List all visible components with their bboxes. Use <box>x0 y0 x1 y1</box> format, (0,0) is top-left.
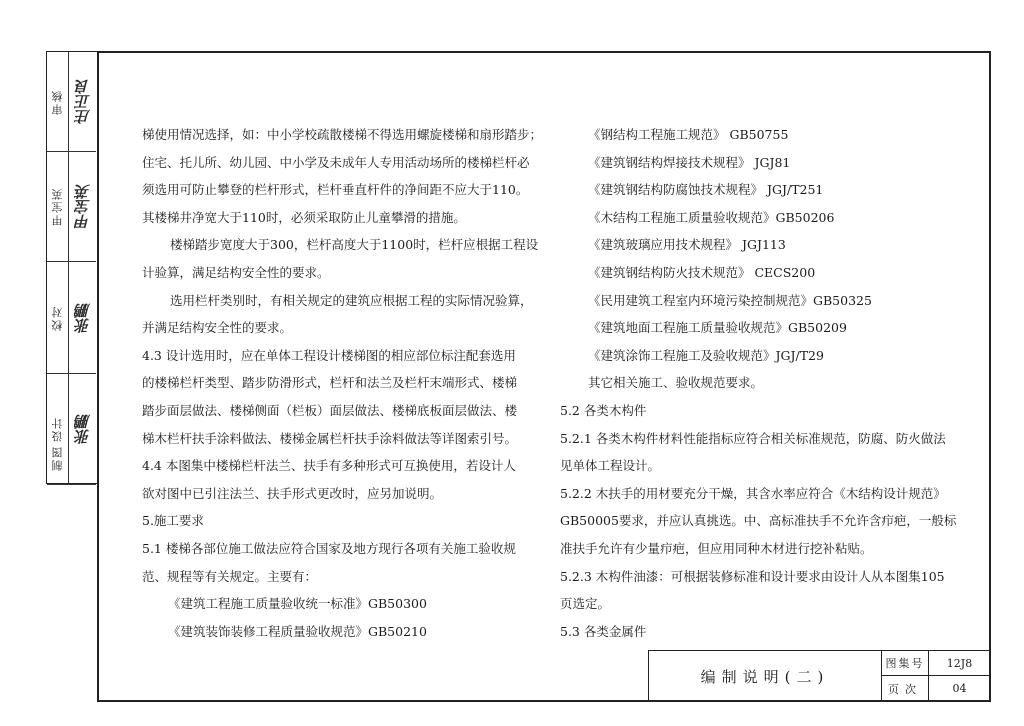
text-line: 踏步面层做法、楼梯侧面（栏板）面层做法、楼梯底板面层做法、楼 <box>142 402 518 418</box>
standard-ref: 《建筑钢结构防腐蚀技术规程》 JGJ/T251 <box>588 182 824 198</box>
text-line: 其楼梯井净宽大于110时，必须采取防止儿童攀滑的措施。 <box>142 209 466 225</box>
text-line: 欲对图中已引注法兰、扶手形式更改时，应另加说明。 <box>142 485 443 501</box>
sidebar-label: 校对 <box>50 304 64 331</box>
text-line: 其它相关施工、验收规范要求。 <box>588 375 764 391</box>
standard-ref: 《木结构工程施工质量验收规范》GB50206 <box>588 209 835 225</box>
standard-ref: 《建筑钢结构焊接技术规程》 JGJ81 <box>588 154 791 170</box>
text-line: 5.1 楼梯各部位施工做法应符合国家及地方现行各项有关施工验收规 <box>142 540 516 556</box>
text-line: 的楼梯栏杆类型、踏步防滑形式，栏杆和法兰及栏杆末端形式、楼梯 <box>142 375 518 391</box>
sidebar-label: 甲宝英 <box>50 187 64 226</box>
text-line: 准扶手允许有少量疖疤，但应用同种木材进行挖补粘贴。 <box>560 540 873 556</box>
right-column-text <box>560 121 980 645</box>
standard-ref: 《建筑工程施工质量验收统一标准》GB50300 <box>168 596 427 612</box>
section-heading: 5.3 各类金属件 <box>560 623 647 639</box>
title-block <box>648 650 991 702</box>
text-line: 5.2.3 木构件油漆：可根据装修标准和设计要求由设计人从本图集105 <box>560 568 945 584</box>
standard-ref: 《建筑涂饰工程施工及验收规范》JGJ/T29 <box>588 347 824 363</box>
text-line: 并满足结构安全性的要求。 <box>142 320 293 336</box>
sidebar-label: 制图 <box>50 445 64 471</box>
standard-ref: 《民用建筑工程室内环境污染控制规范》GB50325 <box>588 292 872 308</box>
section-heading: 5.施工要求 <box>142 513 204 529</box>
standard-ref: 《建筑地面工程施工质量验收规范》GB50209 <box>588 320 847 336</box>
text-line: 住宅、托儿所、幼儿园、中小学及未成年人专用活动场所的楼梯栏杆必 <box>142 154 530 170</box>
signature: 甲宝英 <box>74 184 92 229</box>
text-line: 4.3 设计选用时，应在单体工程设计楼梯图的相应部位标注配套选用 <box>142 347 516 363</box>
sidebar-row-2 <box>47 152 96 262</box>
text-line: 梯使用情况选择，如：中小学校疏散楼梯不得选用螺旋楼梯和扇形踏步； <box>142 127 543 142</box>
text-line: 页选定。 <box>560 596 611 612</box>
page-number-label: 页次 <box>882 676 929 701</box>
standard-ref: 《建筑装饰装修工程质量验收规范》GB50210 <box>168 623 427 639</box>
standard-ref: 《建筑玻璃应用技术规程》 JGJ113 <box>588 237 786 253</box>
sidebar-row-check <box>47 262 96 374</box>
text-line: 4.4 本图集中楼梯栏杆法兰、扶手有多种形式可互换使用，若设计人 <box>142 458 516 474</box>
standard-ref: 《建筑钢结构防火技术规范》 CECS200 <box>588 264 816 280</box>
sidebar-row-drawing <box>46 433 97 484</box>
signature: 张鹏 <box>74 414 92 444</box>
text-line: 见单体工程设计。 <box>560 458 661 474</box>
section-heading: 5.2 各类木构件 <box>560 402 647 418</box>
standard-ref: 《钢结构工程施工规范》 GB50755 <box>588 127 789 142</box>
signature-sidebar <box>46 51 97 484</box>
text-line: 楼梯踏步宽度大于300，栏杆高度大于1100时，栏杆应根据工程设 <box>170 237 539 253</box>
text-line: 梯木栏杆扶手涂料做法、楼梯金属栏杆扶手涂料做法等详图索引号。 <box>142 430 518 446</box>
atlas-number-label: 图集号 <box>882 651 929 676</box>
left-column-text <box>142 121 542 645</box>
atlas-number-value: 12J8 <box>929 651 990 676</box>
sidebar-label: 设计 <box>50 416 64 442</box>
text-line: 5.2.2 木扶手的用材要充分干燥，其含水率应符合《木结构设计规范》 <box>560 485 946 501</box>
sidebar-row-review <box>47 52 96 152</box>
text-line: 5.2.1 各类木构件材料性能指标应符合相关标准规范，防腐、防火做法 <box>560 430 946 446</box>
page-number-value: 04 <box>952 682 967 695</box>
drawing-title: 编制说明(二) <box>649 651 882 701</box>
text-line: 选用栏杆类别时，有相关规定的建筑应根据工程的实际情况验算， <box>170 292 533 308</box>
signature: 庄正良 <box>74 79 92 124</box>
sidebar-label: 审核 <box>50 88 64 115</box>
text-line: GB50005要求，并应认真挑选。中、高标准扶手不允许含疖疤，一般标 <box>560 513 957 529</box>
text-line: 须选用可防止攀登的栏杆形式，栏杆垂直杆件的净间距不应大于110。 <box>142 182 529 198</box>
text-line: 范、规程等有关规定。主要有： <box>142 568 318 584</box>
signature: 张鹏 <box>74 302 92 333</box>
text-line: 计验算，满足结构安全性的要求。 <box>142 264 330 280</box>
